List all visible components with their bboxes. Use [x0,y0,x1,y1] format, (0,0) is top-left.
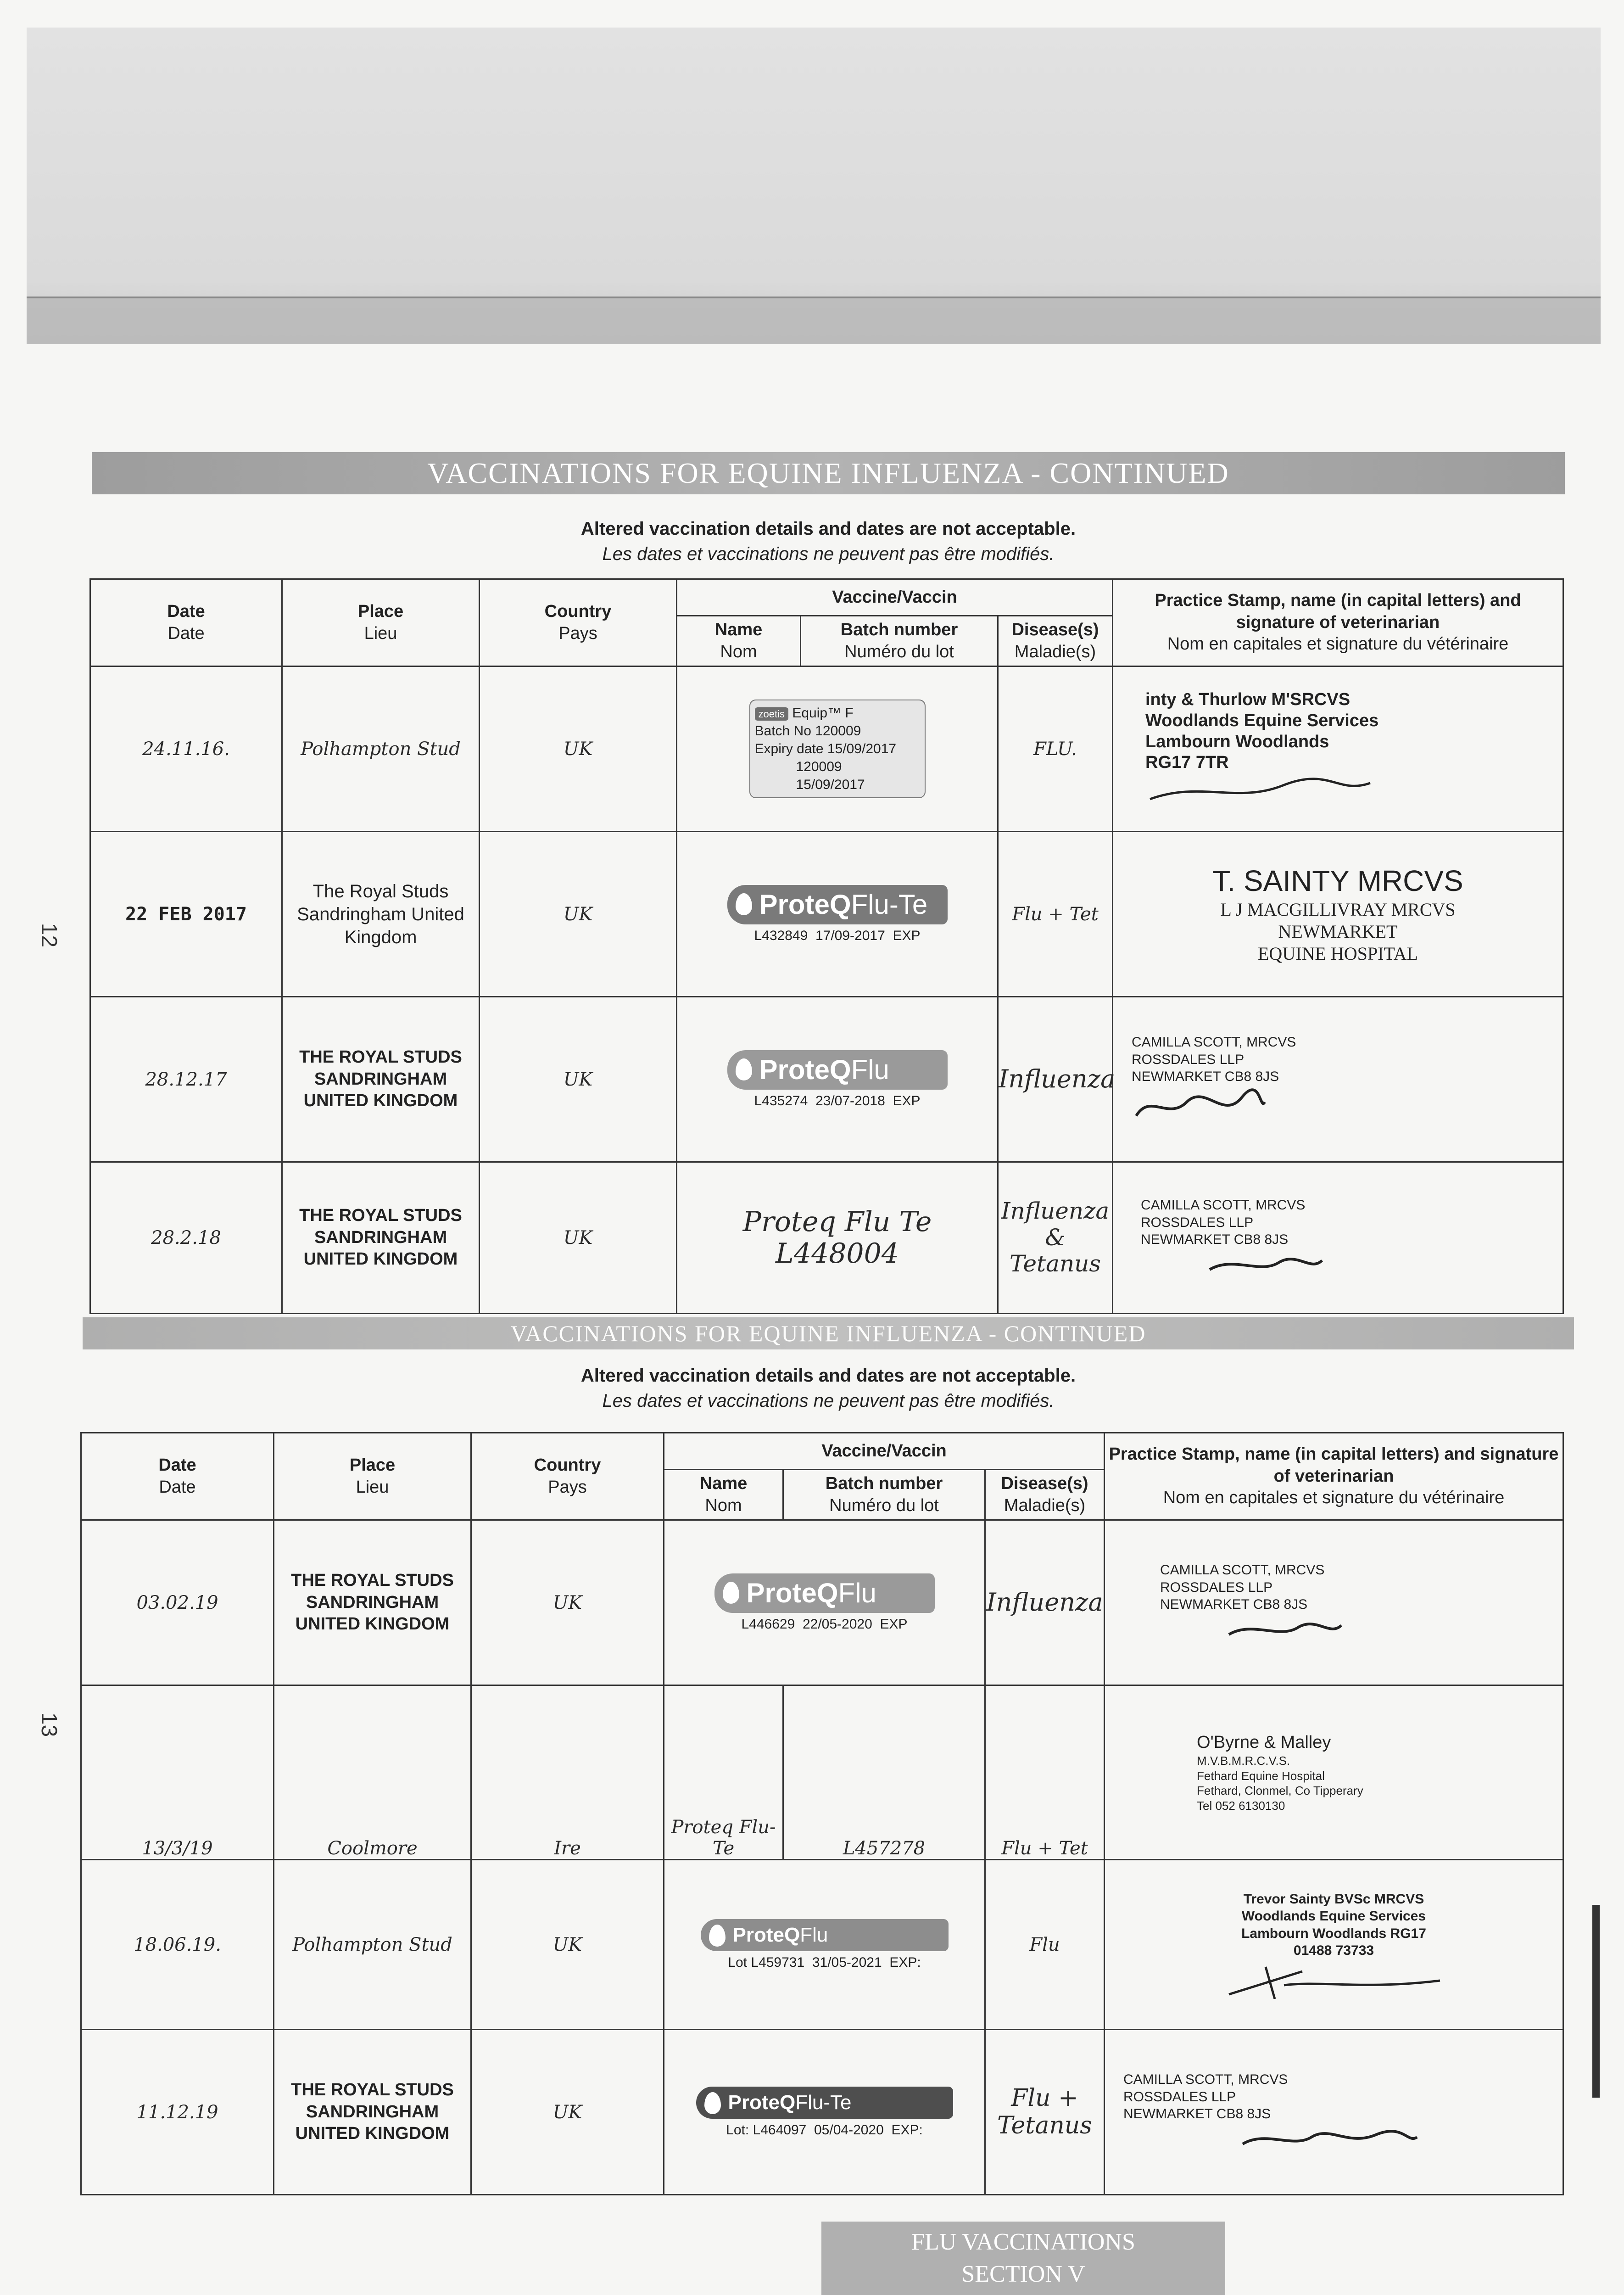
practice-stamp [1113,1034,1563,1125]
footer-banner [821,2222,1225,2295]
country-cell: UK [471,2030,664,2195]
sticker-suffix: Flu [851,1054,889,1085]
practice-stamp [1113,689,1563,808]
place-cell: Polhampton Stud [282,666,480,832]
date-cell: 24.11.16. [90,666,282,832]
signature-image [1160,1616,1344,1644]
country-cell: UK [471,1860,664,2030]
stamp-line: NEWMARKET CB8 8JS [1132,1069,1279,1085]
date-stamp-cell: 22 FEB 2017 [90,832,282,997]
practice-cell [1113,997,1563,1162]
practice-cell [1113,1162,1563,1314]
sticker-product: ProteQ [746,1577,838,1608]
practice-stamp [1113,1197,1563,1279]
drop-icon [723,1582,739,1604]
header-disease: Disease(s) Maladie(s) [985,1470,1105,1520]
header-disease: Disease(s) Maladie(s) [998,616,1113,666]
notice-fr: Les dates et vaccinations ne peuvent pas être modifiés. [602,544,1055,564]
practice-stamp [1113,899,1563,965]
sticker-lot-line [664,2122,984,2138]
sticker-product: ProteQ [732,1923,800,1946]
stamp-line: EQUINE HOSPITAL [1258,943,1418,964]
signature-image [1145,776,1375,808]
stamp-line: NEWMARKET CB8 8JS [1123,2106,1271,2122]
previous-page-strip [27,28,1601,344]
stamp-line: Woodlands Equine Services [1145,711,1379,730]
practice-cell [1105,1685,1563,1860]
stamp-line: L J MACGILLIVRAY MRCVS [1220,899,1456,920]
disease-cell: Flu + Tetanus [985,2030,1105,2195]
vaccine-sticker-cell [677,666,998,832]
signature-image [1141,1251,1324,1279]
table-row [90,1162,1563,1314]
drop-icon [709,1925,725,1947]
table-row [90,832,1563,997]
stamp-line: NEWMARKET [1278,921,1398,942]
vaccine-sticker-cell [664,1520,985,1685]
stamp-line: CAMILLA SCOTT, MRCVS [1141,1198,1306,1213]
proteq-sticker [714,1573,935,1613]
stamp-line: Fethard Equine Hospital [1197,1769,1325,1783]
stamp-line: 01488 73733 [1293,1943,1374,1958]
sticker-suffix: Flu-Te [795,2091,852,2114]
table-row [81,1685,1563,1860]
stamp-line: Lambourn Woodlands [1145,732,1329,751]
vaccine-sticker-cell [664,2030,985,2195]
footer-section: SECTION V [961,2261,1085,2287]
stamp-line: ROSSDALES LLP [1132,1052,1245,1067]
vaccine-sticker [749,700,926,798]
sticker-suffix: Flu-Te [851,889,928,920]
place-cell: THE ROYAL STUDS SANDRINGHAM UNITED KINGDOM [274,1520,471,1685]
proteq-sticker [727,885,948,924]
table-row [90,666,1563,832]
date-cell: 03.02.19 [81,1520,274,1685]
sticker-expiry: 15/09/2017 [827,741,897,756]
date-cell: 28.12.17 [90,997,282,1162]
header-vaccine: Vaccine/Vaccin [677,579,1113,616]
date-cell: 18.06.19. [81,1860,274,2030]
table-row [81,1520,1563,1685]
country-cell: Ire [471,1685,664,1860]
header-place: Place Lieu [282,579,480,666]
drop-icon [736,893,752,915]
disease-cell: FLU. [998,666,1113,832]
table-row [90,997,1563,1162]
stamp-line: Trevor Sainty BVSc MRCVS [1243,1891,1424,1907]
sticker-lot: L464097 [753,2122,807,2138]
practice-stamp [1105,1732,1563,1814]
stamp-line: inty & Thurlow M'SRCVS [1145,690,1351,710]
sticker-lot-line [664,1617,984,1632]
sticker-product: Equip™ F [792,705,854,721]
place-cell: THE ROYAL STUDS SANDRINGHAM UNITED KINGDOM [282,1162,480,1314]
sticker-product: ProteQ [728,2091,796,2114]
date-cell: 28.2.18 [90,1162,282,1314]
page-edge-marker [1592,1905,1600,2098]
stamp-line: CAMILLA SCOTT, MRCVS [1132,1035,1296,1050]
sticker-expiry: 17/09-2017 [815,928,885,943]
practice-cell [1113,832,1563,997]
sticker-suffix: Flu [838,1577,876,1608]
signature-image [1132,1088,1269,1125]
sticker-batch: 120009 [815,723,861,739]
header-country: Country Pays [480,579,677,666]
page-number-upper: 12 [37,923,61,948]
notice-en: Altered vaccination details and dates are not acceptable. [580,1366,1076,1386]
sticker-exp-label: EXP: [889,1954,921,1970]
sticker-exp-label: EXP [893,928,921,943]
batch-cell: L457278 [783,1685,985,1860]
header-country: Country Pays [471,1433,664,1520]
header-practice: Practice Stamp, name (in capital letters) and signature of veterinarian Nom en capitales et signature du vétérinaire [1105,1433,1563,1520]
place-cell: THE ROYAL STUDS SANDRINGHAM UNITED KINGDOM [282,997,480,1162]
disease-cell: Influenza [998,997,1113,1162]
name-cell: Proteq Flu-Te [664,1685,783,1860]
place-cell: THE ROYAL STUDS SANDRINGHAM UNITED KINGDOM [274,2030,471,2195]
date-cell: 11.12.19 [81,2030,274,2195]
country-cell: UK [480,1162,677,1314]
header-row-1 [81,1433,1563,1470]
stamp-line: O'Byrne & Malley [1197,1732,1331,1752]
stamp-line: Woodlands Equine Services [1241,1909,1426,1924]
sticker-expiry-2: 15/09/2017 [796,777,865,792]
sticker-brand: zoetis [755,707,788,721]
stamp-line: NEWMARKET CB8 8JS [1141,1232,1289,1248]
place-cell: Coolmore [274,1685,471,1860]
proteq-sticker [727,1050,948,1090]
sticker-lot: L446629 [741,1616,795,1632]
country-cell: UK [480,997,677,1162]
signature-image [1238,2126,1422,2153]
section-banner-lower [83,1317,1574,1349]
vaccine-sticker-cell [677,997,998,1162]
sticker-lot-line [677,1093,997,1109]
stamp-line: RG17 7TR [1145,753,1229,772]
sticker-lot-line [664,1955,984,1970]
sticker-product: ProteQ [759,889,851,920]
place-cell: Polhampton Stud [274,1860,471,2030]
stamp-line: ROSSDALES LLP [1141,1215,1254,1230]
handwritten-vaccine-name: Proteq Flu Te [742,1205,932,1238]
sticker-exp-label: EXP [880,1616,908,1632]
drop-icon [736,1058,752,1080]
vaccine-sticker-cell [677,832,998,997]
vaccine-handwritten-cell [677,1162,998,1314]
stamp-line: CAMILLA SCOTT, MRCVS [1160,1562,1325,1578]
practice-cell [1113,666,1563,832]
stamp-line: NEWMARKET CB8 8JS [1160,1597,1308,1612]
section-title: VACCINATIONS FOR EQUINE INFLUENZA - CONTINUED [427,457,1229,489]
footer-title: FLU VACCINATIONS [911,2229,1135,2255]
vaccine-sticker-cell [664,1860,985,2030]
disease-cell: Influenza [985,1520,1105,1685]
vaccination-table-lower [80,1432,1564,2195]
header-vaccine: Vaccine/Vaccin [664,1433,1105,1470]
practice-cell [1105,1520,1563,1685]
sticker-lot: L435274 [754,1093,808,1108]
stamp-line: ROSSDALES LLP [1123,2089,1236,2105]
stamp-line: Lambourn Woodlands RG17 [1241,1926,1426,1941]
stamp-line: M.V.B.M.R.C.V.S. [1197,1754,1290,1768]
table-row [81,2030,1563,2195]
proteq-sticker [701,1919,949,1951]
practice-cell [1105,1860,1563,2030]
country-cell: UK [480,832,677,997]
drop-icon [704,2092,721,2114]
practice-stamp [1105,1891,1563,1999]
disease-cell: Influenza & Tetanus [998,1162,1113,1314]
table-row [81,1860,1563,2030]
header-date: Date Date [90,579,282,666]
sticker-expiry: 23/07-2018 [815,1093,885,1108]
proteq-sticker [696,2087,953,2119]
sticker-lot: L432849 [754,928,808,943]
sticker-lot-line [677,928,997,944]
practice-stamp [1105,2071,1563,2153]
section-title: VACCINATIONS FOR EQUINE INFLUENZA - CONTINUED [510,1321,1146,1346]
stamp-line: Tel 052 6130130 [1197,1798,1285,1813]
country-cell: UK [480,666,677,832]
practice-stamp [1105,1562,1563,1644]
stamp-line: CAMILLA SCOTT, MRCVS [1123,2072,1288,2088]
sticker-expiry: 22/05-2020 [802,1616,872,1632]
date-cell: 13/3/19 [81,1685,274,1860]
disease-cell: Flu + Tet [985,1685,1105,1860]
sticker-exp-label: EXP [893,1093,921,1108]
sticker-product: ProteQ [759,1054,851,1085]
sticker-lot-label: Lot [728,1954,748,1970]
vaccination-table-upper [89,578,1564,1314]
header-name: Name Nom [677,616,801,666]
page-shadow [27,298,1601,344]
expiry-label: Expiry date [754,741,824,756]
stamp-line: Fethard, Clonmel, Co Tipperary [1197,1784,1363,1798]
header-date: Date Date [81,1433,274,1520]
sticker-lot: L459731 [751,1954,805,1970]
sticker-expiry: 05/04-2020 [814,2122,884,2138]
notice-en: Altered vaccination details and dates are not acceptable. [580,519,1076,539]
page-number-lower: 13 [37,1712,61,1737]
sticker-lot-label: Lot: [726,2122,749,2138]
stamp-line: ROSSDALES LLP [1160,1579,1273,1595]
header-batch: Batch number Numéro du lot [783,1470,985,1520]
place-cell: The Royal Studs Sandringham United Kingdom [282,832,480,997]
sticker-expiry: 31/05-2021 [812,1954,882,1970]
disease-cell: Flu + Tet [998,832,1113,997]
sticker-batch-2: 120009 [796,759,842,774]
notice-fr: Les dates et vaccinations ne peuvent pas être modifiés. [602,1391,1055,1411]
practice-stamp-name: T. SAINTY MRCVS [1212,864,1463,898]
header-row-1 [90,579,1563,616]
header-place: Place Lieu [274,1433,471,1520]
practice-cell [1105,2030,1563,2195]
header-batch: Batch number Numéro du lot [801,616,998,666]
header-practice: Practice Stamp, name (in capital letters) and signature of veterinarian Nom en capitales et signature du vétérinaire [1113,579,1563,666]
sticker-suffix: Flu [800,1923,828,1946]
signature-image [1220,1962,1449,1999]
country-cell: UK [471,1520,664,1685]
sticker-exp-label: EXP: [891,2122,923,2138]
batch-label: Batch No [754,723,811,739]
handwritten-batch: L448004 [776,1237,899,1270]
disease-cell: Flu [985,1860,1105,2030]
header-name: Name Nom [664,1470,783,1520]
section-banner-upper [92,452,1565,494]
